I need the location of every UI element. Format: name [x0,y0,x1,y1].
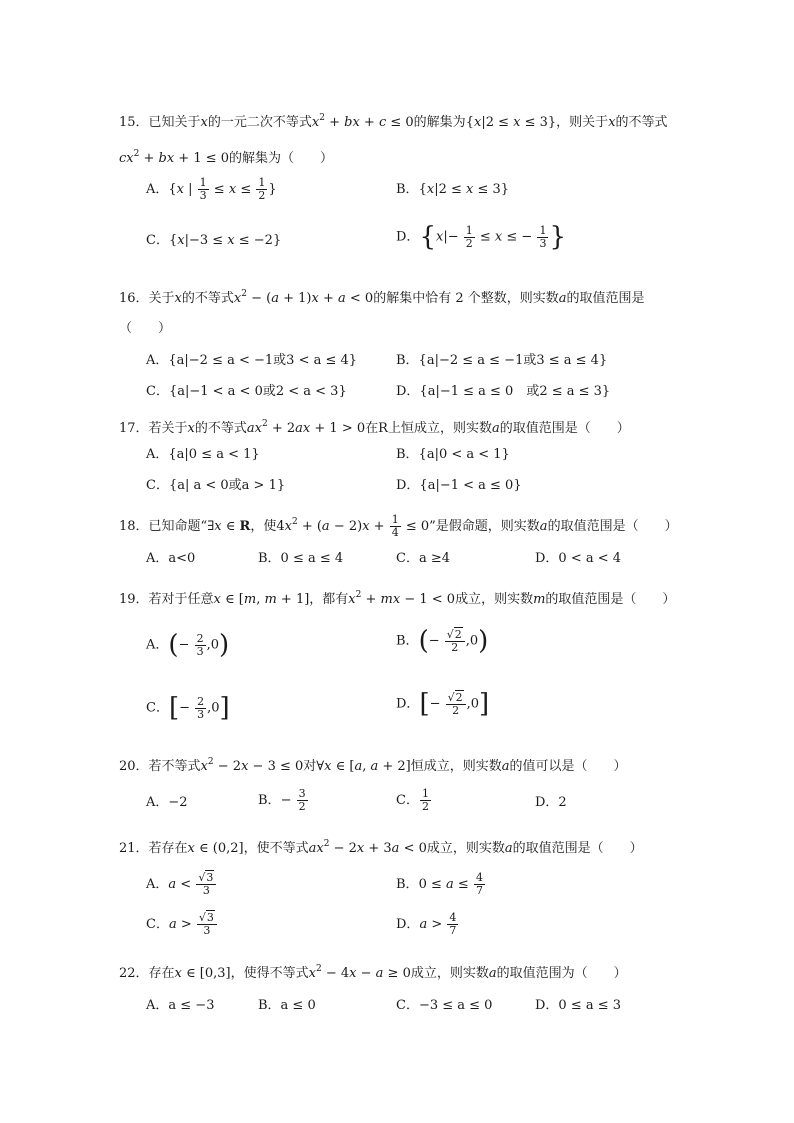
question-17-option-a[interactable]: A．{a|0 ≤ a < 1} [146,447,260,462]
question-16-option-a[interactable]: A．{a|−2 ≤ a < −1或3 < a ≤ 4} [146,353,358,368]
question-15-stem: 15．已知关于x的一元二次不等式$x^2$ + bx + c ≤ 0的解集为{x|2 ≤ x ≤ 3}，则关于x的不等式 [119,113,668,130]
question-15-option-b[interactable]: B．{x|2 ≤ x ≤ 3} [396,182,510,197]
question-21-option-d[interactable]: D．a > $\frac{4}{7}$ [396,911,457,937]
question-22-stem: 22．存在x ∈ [0,3]，使得不等式$x^2 - 4x - a \ge 0$成立，则实数a的取值范围为（ ） [119,964,627,981]
question-19-option-b[interactable]: B．(− $\frac{√2}{2}$ ,0) [396,626,489,656]
question-17-stem: 17．若关于x的不等式$ax^2 + 2ax + 1 > 0$在R上恒成立，则实数a的取值范围是（ ） [119,419,630,436]
question-16-line2: （ ） [119,321,172,336]
question-22-option-c[interactable]: C．−3 ≤ a ≤ 0 [396,998,493,1013]
question-18-option-d[interactable]: D．0 < a < 4 [535,551,622,566]
question-17-option-c[interactable]: C．{a| a < 0或a > 1} [146,478,286,493]
question-15-line2: $cx^2$ + bx + 1 ≤ 0的解集为（ ） [119,149,334,166]
question-15-option-d[interactable]: D．{x|− $\frac{1}{2}$ ≤ x ≤ − $\frac{1}{3}$ } [396,222,566,252]
question-16-option-b[interactable]: B．{a|−2 ≤ a ≤ −1或3 ≤ a ≤ 4} [396,353,608,368]
question-20-option-a[interactable]: A．−2 [146,795,188,810]
question-20-option-b[interactable]: B．− $\frac{3}{2}$ [258,787,306,813]
question-16-option-c[interactable]: C．{a|−1 < a < 0或2 < a < 3} [146,384,347,399]
question-22-option-a[interactable]: A．a ≤ −3 [146,998,215,1013]
question-18-stem: 18．已知命题“∃x ∈ R，使$4x^2 + (a - 2)x$ + $\frac{1}{4}$ ≤ 0”是假命题，则实数a的取值范围是（ ） [119,513,678,539]
question-18-option-a[interactable]: A．a<0 [146,551,196,566]
question-20-option-c[interactable]: C． $\frac{1}{2}$ [396,787,429,813]
question-21-stem: 21．若存在x ∈ (0,2]，使不等式$ax^2 - 2x + 3a < 0$成立，则实数a的取值范围是（ ） [119,839,643,856]
question-19-stem: 19．若对于任意x ∈ [m, m + 1]，都有$x^2$ + mx − 1 < 0成立，则实数m的取值范围是（ ） [119,590,676,607]
question-20-stem: 20．若不等式$x^2 - 2x - 3 \le 0$对∀x ∈ [a, a + 2]恒成立，则实数a的值可以是（ ） [119,757,627,774]
question-18-option-b[interactable]: B．0 ≤ a ≤ 4 [258,551,344,566]
question-21-option-b[interactable]: B．0 ≤ a ≤ $\frac{4}{7}$ [396,871,483,897]
question-21-option-a[interactable]: A．a < $\frac{√3}{3}$ [146,872,217,897]
question-16-option-d[interactable]: D．{a|−1 ≤ a ≤ 0 或2 ≤ a ≤ 3} [396,384,611,399]
question-19-option-a[interactable]: A．(− $\frac{2}{3}$ ,0) [146,630,230,660]
question-19-option-c[interactable]: C．[− $\frac{2}{3}$ ,0] [146,693,230,723]
question-17-option-b[interactable]: B．{a|0 < a < 1} [396,447,510,462]
question-22-option-d[interactable]: D．0 ≤ a ≤ 3 [535,998,622,1013]
question-15-option-c[interactable]: C．{x|−3 ≤ x ≤ −2} [146,233,282,248]
question-21-option-c[interactable]: C．a > $\frac{√3}{3}$ [146,912,218,937]
question-20-option-d[interactable]: D．2 [535,795,567,810]
question-15-option-a[interactable]: A．{x | $\frac{1}{3}$ ≤ x ≤ $\frac{1}{2}$ } [146,176,277,202]
question-18-option-c[interactable]: C．a ≥4 [396,551,450,566]
question-17-option-d[interactable]: D．{a|−1 < a ≤ 0} [396,478,522,493]
question-22-option-b[interactable]: B．a ≤ 0 [258,998,316,1013]
question-16-stem: 16．关于x的不等式$x^2 - (a + 1)x + a < 0$的解集中恰有 2 个整数，则实数a的取值范围是 [119,289,645,306]
question-19-option-d[interactable]: D．[− $\frac{√2}{2}$ ,0] [396,689,490,719]
